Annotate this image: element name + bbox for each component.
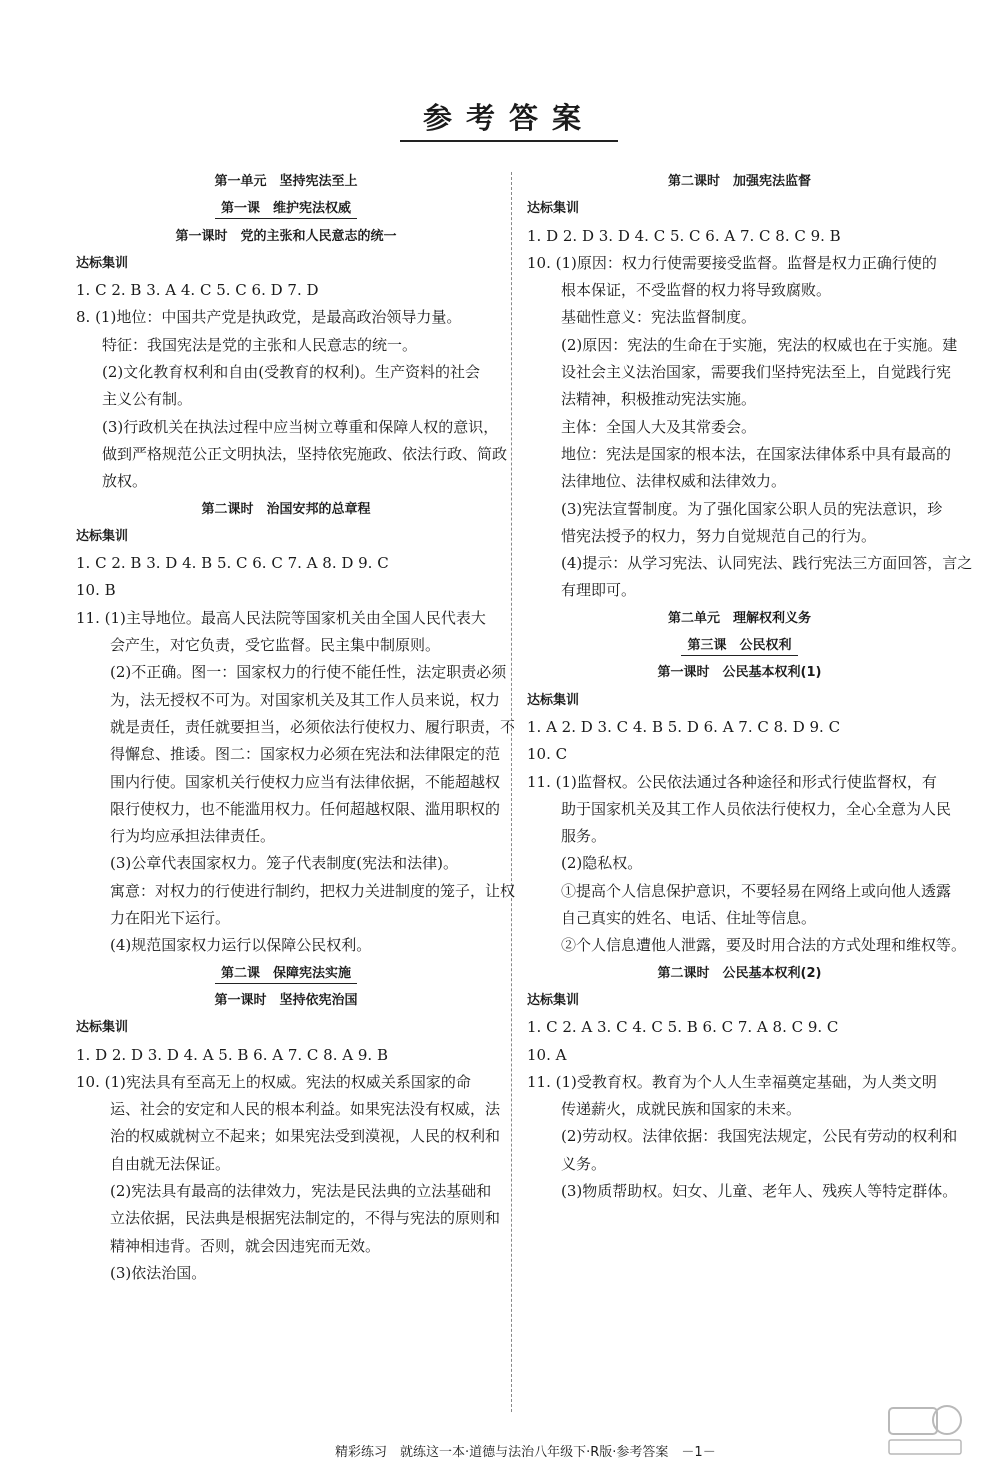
exercise-label: 达标集训 (76, 255, 129, 271)
lesson-heading-text: 第三课 公民权利 (681, 637, 797, 656)
section-heading: 第一课时 坚持依宪治国 (214, 992, 358, 1008)
answer-line: 8. (1)地位：中国共产党是执政党，是最高政治领导力量。 (76, 308, 462, 327)
answer-line: 1. C 2. A 3. C 4. C 5. B 6. C 7. A 8. C 9. C (527, 1018, 839, 1037)
answer-line: 10. C (527, 745, 568, 764)
left-column (76, 168, 516, 1287)
answer-line: 1. D 2. D 3. D 4. A 5. B 6. A 7. C 8. A 9. B (76, 1045, 388, 1064)
answer-line: 1. D 2. D 3. D 4. C 5. C 6. A 7. C 8. C 9. B (527, 226, 841, 245)
answer-line: 就是责任，责任就要担当，必须依法行使权力、履行职责，不 (110, 717, 516, 736)
answer-line: 精神相违背。否则，就会因违宪而无效。 (110, 1236, 381, 1255)
answer-line: 11. (1)受教育权。教育为个人人生幸福奠定基础，为人类文明 (527, 1072, 937, 1091)
watermark-logo (885, 1402, 965, 1458)
answer-line: 会产生，对它负责，受它监督。民主集中制原则。 (110, 636, 441, 655)
lesson-heading (76, 960, 496, 987)
answer-line: 为，法无授权不可为。对国家机关及其工作人员来说，权力 (110, 690, 501, 709)
answer-line: 放权。 (102, 472, 148, 491)
column-divider (511, 172, 512, 1412)
answer-line: 围内行使。国家机关行使权力应当有法律依据，不能超越权 (110, 772, 501, 791)
answer-line: 寓意：对权力的行使进行制约，把权力关进制度的笼子，让权 (110, 881, 516, 900)
section-heading: 第二课时 加强宪法监督 (667, 174, 811, 189)
answer-line: 自己真实的姓名、电话、住址等信息。 (561, 909, 817, 928)
answer-line: 1. C 2. B 3. D 4. B 5. C 6. C 7. A 8. D 9. C (76, 554, 389, 573)
exercise-label: 达标集训 (76, 528, 129, 544)
lesson-heading-text: 第一课 维护宪法权威 (215, 200, 357, 219)
answer-line: (4)提示：从学习宪法、认同宪法、践行宪法三方面回答，言之 (561, 554, 973, 573)
exercise-label: 达标集训 (527, 692, 580, 708)
answer-line: 得懈怠、推诿。图二：国家权力必须在宪法和法律限定的范 (110, 745, 501, 764)
answer-line: 根本保证，不受监督的权力将导致腐败。 (561, 281, 832, 300)
answer-line: (2)隐私权。 (561, 854, 643, 873)
answer-line: (3)物质帮助权。妇女、儿童、老年人、残疾人等特定群体。 (561, 1181, 958, 1200)
answer-line: 惜宪法授予的权力，努力自觉规范自己的行为。 (561, 526, 877, 545)
answer-line: 立法依据，民法典是根据宪法制定的，不得与宪法的原则和 (110, 1209, 501, 1228)
answer-line: 10. A (527, 1045, 567, 1064)
answer-line: (3)宪法宣誓制度。为了强化国家公职人员的宪法意识，珍 (561, 499, 943, 518)
answer-line: (2)劳动权。法律依据：我国宪法规定，公民有劳动的权利和 (561, 1127, 958, 1146)
answer-line: 主义公有制。 (102, 390, 193, 409)
answer-line: 治的权威就树立不起来；如果宪法受到漠视，人民的权利和 (110, 1127, 501, 1146)
answer-line: 传递薪火，成就民族和国家的未来。 (561, 1100, 802, 1119)
section-heading: 第一课时 党的主张和人民意志的统一 (175, 228, 397, 244)
answer-line: 特征：我国宪法是党的主张和人民意志的统一。 (102, 335, 418, 354)
section-heading: 第二课时 治国安邦的总章程 (201, 501, 371, 517)
answer-line: 法律地位、法律权威和法律效力。 (561, 472, 787, 491)
answer-line: 运、社会的安定和人民的根本利益。如果宪法没有权威，法 (110, 1100, 501, 1119)
answer-line: 1. A 2. D 3. C 4. B 5. D 6. A 7. C 8. D 9. C (527, 717, 841, 736)
right-column (527, 168, 973, 1205)
answer-line: (2)文化教育权利和自由(受教育的权利)。生产资料的社会 (102, 363, 480, 382)
answer-line: 义务。 (561, 1154, 607, 1173)
answer-line: (2)不正确。图一：国家权力的行使不能任性，法定职责必须 (110, 663, 507, 682)
answer-line: 行为均应承担法律责任。 (110, 827, 276, 846)
answer-line: ②个人信息遭他人泄露，要及时用合法的方式处理和维权等。 (561, 936, 967, 955)
lesson-heading (76, 195, 496, 222)
section-heading: 第一课时 公民基本权利(1) (657, 665, 822, 681)
answer-line: 做到严格规范公正文明执法，坚持依宪施政、依法行政、简政 (102, 444, 508, 463)
exercise-label: 达标集训 (527, 201, 580, 217)
answer-line: 法精神，积极推动宪法实施。 (561, 390, 757, 409)
title-underline (400, 140, 618, 142)
answer-line: (3)依法治国。 (110, 1263, 207, 1282)
lesson-heading (527, 632, 952, 659)
answer-line: 10. B (76, 581, 116, 600)
answer-line: 有理即可。 (561, 581, 637, 600)
answer-line: 基础性意义：宪法监督制度。 (561, 308, 757, 327)
answer-line: (4)规范国家权力运行以保障公民权利。 (110, 936, 372, 955)
answer-line: 地位：宪法是国家的根本法，在国家法律体系中具有最高的 (561, 444, 952, 463)
answer-line: ①提高个人信息保护意识，不要轻易在网络上或向他人透露 (561, 881, 952, 900)
answer-line: (3)公章代表国家权力。笼子代表制度(宪法和法律)。 (110, 854, 458, 873)
section-heading: 第一单元 坚持宪法至上 (214, 174, 358, 189)
answer-line: 10. (1)宪法具有至高无上的权威。宪法的权威关系国家的命 (76, 1072, 471, 1091)
exercise-label: 达标集训 (527, 992, 580, 1008)
page-footer: 精彩练习 就练这一本·道德与法治八年级下·R版·参考答案 －1－ (335, 1445, 716, 1460)
answer-line: (2)原因：宪法的生命在于实施，宪法的权威也在于实施。建 (561, 335, 958, 354)
answer-line: 服务。 (561, 827, 607, 846)
answer-line: 10. (1)原因：权力行使需要接受监督。监督是权力正确行使的 (527, 253, 937, 272)
answer-line: (2)宪法具有最高的法律效力，宪法是民法典的立法基础和 (110, 1181, 492, 1200)
section-heading: 第二课时 公民基本权利(2) (657, 965, 822, 981)
lesson-heading-text: 第二课 保障宪法实施 (215, 965, 357, 984)
exercise-label: 达标集训 (76, 1020, 129, 1036)
answer-line: 主体：全国人大及其常委会。 (561, 417, 757, 436)
answer-line: 自由就无法保证。 (110, 1154, 231, 1173)
answer-line: 11. (1)监督权。公民依法通过各种途径和形式行使监督权，有 (527, 772, 937, 791)
page-title: 参考答案 (422, 101, 595, 135)
answer-line: 设社会主义法治国家，需要我们坚持宪法至上，自觉践行宪 (561, 363, 952, 382)
answer-line: 限行使权力，也不能滥用权力。任何超越权限、滥用职权的 (110, 799, 501, 818)
answer-line: 力在阳光下运行。 (110, 909, 231, 928)
section-heading: 第二单元 理解权利义务 (667, 610, 811, 626)
answer-line: 11. (1)主导地位。最高人民法院等国家机关由全国人民代表大 (76, 608, 486, 627)
answer-line: (3)行政机关在执法过程中应当树立尊重和保障人权的意识， (102, 417, 499, 436)
answer-line: 助于国家机关及其工作人员依法行使权力，全心全意为人民 (561, 799, 952, 818)
answer-line: 1. C 2. B 3. A 4. C 5. C 6. D 7. D (76, 281, 319, 300)
